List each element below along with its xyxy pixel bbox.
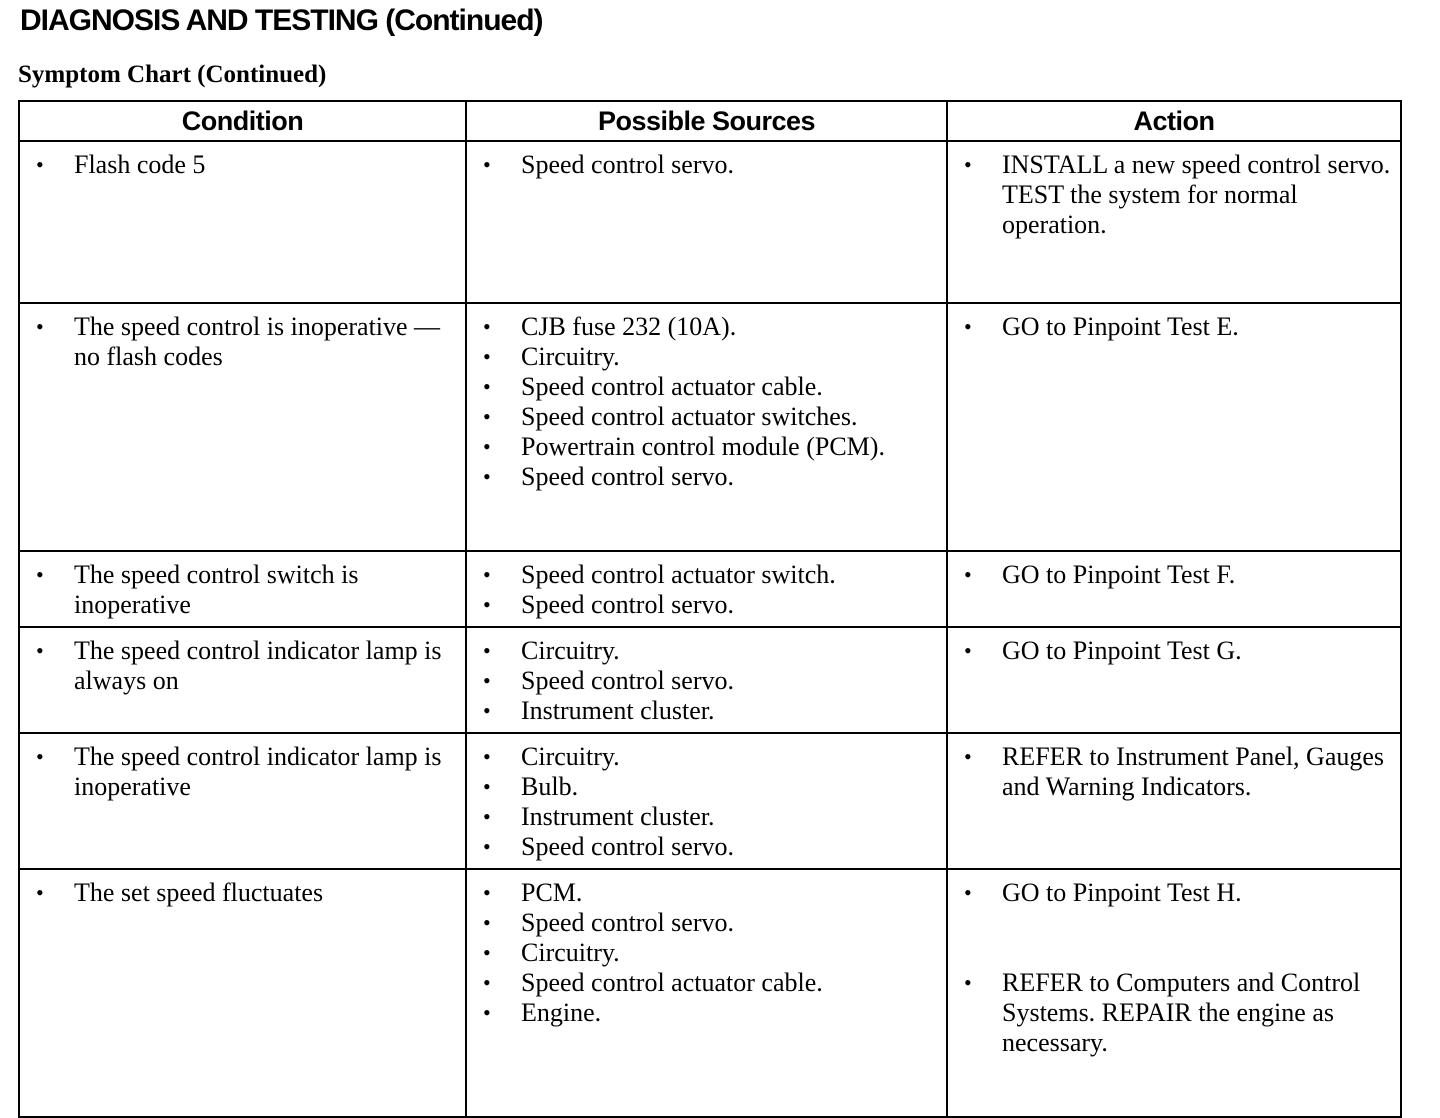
bullet-icon: • [483,314,491,339]
list-item: • Speed control servo. [483,462,735,491]
bullet-icon: • [36,314,44,339]
list-item: • REFER to Computers and Control Systems. REPAIR the engine as necessary. [964,968,1361,1057]
condition-cell [19,869,466,1117]
list-item: • Bulb. [483,772,579,801]
sources-cell [466,303,947,551]
bullet-icon: • [964,562,972,587]
bullet-icon: • [483,374,491,399]
symptom-table [18,100,1402,1118]
list-item: • PCM. [483,878,583,907]
bullet-icon: • [483,804,491,829]
table-row [19,627,1401,733]
list-item: • The speed control switch is inoperative [36,560,359,619]
table-row [19,733,1401,869]
list-item: • Powertrain control module (PCM). [483,432,885,461]
bullet-icon: • [483,698,491,723]
condition-cell [19,733,466,869]
list-item: • Instrument cluster. [483,696,715,725]
bullet-icon: • [483,940,491,965]
bullet-icon: • [483,464,491,489]
condition-cell [19,551,466,627]
header-row [19,101,1401,141]
action-cell [947,141,1401,303]
action-cell [947,551,1401,627]
condition-cell [19,303,466,551]
list-item: • CJB fuse 232 (10A). [483,312,737,341]
sources-cell [466,869,947,1117]
list-item: • REFER to Instrument Panel, Gauges and Warning Indicators. [964,742,1385,801]
list-item: • Speed control actuator switches. [483,402,858,431]
header-condition: Condition [19,101,466,141]
list-item: • Speed control actuator cable. [483,968,823,997]
table-row [19,551,1401,627]
list-item: • The speed control indicator lamp is inoperative [36,742,442,801]
bullet-icon: • [483,404,491,429]
list-item: • GO to Pinpoint Test F. [964,560,1236,589]
bullet-icon: • [483,834,491,859]
list-item: • Circuitry. [483,342,620,371]
bullet-icon: • [483,1000,491,1025]
bullet-icon: • [36,880,44,905]
bullet-icon: • [36,562,44,587]
header-action: Action [947,101,1401,141]
list-item: • Speed control actuator switch. [483,560,836,589]
chart-title: Symptom Chart (Continued) [18,61,327,88]
bullet-icon: • [483,910,491,935]
table-row [19,141,1401,303]
list-item: • GO to Pinpoint Test G. [964,636,1242,665]
list-item: • Speed control actuator cable. [483,372,823,401]
list-item: • Circuitry. [483,636,620,665]
list-item: • The speed control indicator lamp is always on [36,636,442,695]
bullet-icon: • [36,744,44,769]
list-item: • Circuitry. [483,938,620,967]
condition-cell [19,627,466,733]
bullet-icon: • [483,152,491,177]
bullet-icon: • [964,880,972,905]
bullet-icon: • [964,152,972,177]
sources-cell [466,141,947,303]
table-row [19,869,1401,1117]
bullet-icon: • [36,152,44,177]
condition-cell [19,141,466,303]
table-row [19,303,1401,551]
list-item: • Speed control servo. [483,832,735,861]
action-cell [947,627,1401,733]
bullet-icon: • [483,880,491,905]
sources-cell [466,551,947,627]
list-item: • GO to Pinpoint Test E. [964,312,1239,341]
bullet-icon: • [964,970,972,995]
list-item: • Speed control servo. [483,666,735,695]
bullet-icon: • [483,638,491,663]
bullet-icon: • [483,774,491,799]
bullet-icon: • [483,434,491,459]
bullet-icon: • [483,562,491,587]
bullet-icon: • [483,344,491,369]
action-cell [947,869,1401,1117]
list-item: • Flash code 5 [36,150,206,179]
bullet-icon: • [483,668,491,693]
action-cell [947,303,1401,551]
sources-cell [466,733,947,869]
bullet-icon: • [964,744,972,769]
list-item: • Engine. [483,998,602,1027]
page-title: DIAGNOSIS AND TESTING (Continued) [20,4,543,37]
bullet-icon: • [964,314,972,339]
bullet-icon: • [483,744,491,769]
list-item: • Circuitry. [483,742,620,771]
bullet-icon: • [36,638,44,663]
bullet-icon: • [964,638,972,663]
list-item: • The speed control is inoperative — no flash codes [36,312,441,371]
bullet-icon: • [483,970,491,995]
list-item: • Speed control servo. [483,150,735,179]
header-possible-sources: Possible Sources [466,101,947,141]
list-item: • Instrument cluster. [483,802,715,831]
sources-cell [466,627,947,733]
list-item: • The set speed fluctuates [36,878,324,907]
bullet-icon: • [483,592,491,617]
list-item: • INSTALL a new speed control servo. TEST the system for normal operation. [964,150,1391,239]
action-cell [947,733,1401,869]
list-item: • Speed control servo. [483,590,735,619]
list-item: • Speed control servo. [483,908,735,937]
list-item: • GO to Pinpoint Test H. [964,878,1242,907]
